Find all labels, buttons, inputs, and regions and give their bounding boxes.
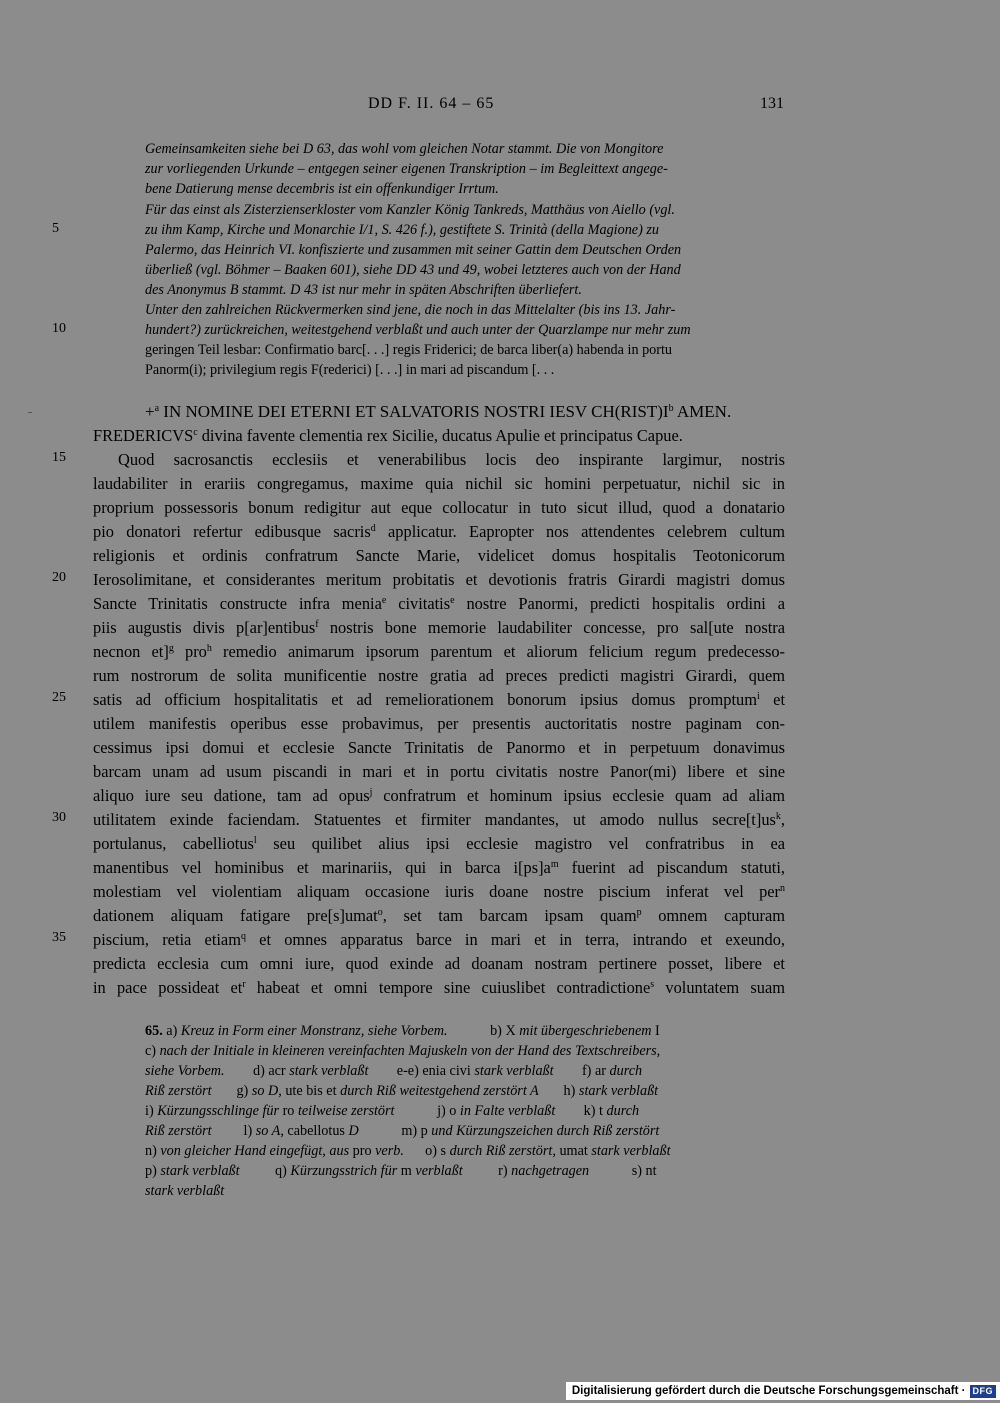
line-number: 15 — [52, 450, 66, 465]
apparatus-text: q) — [239, 1163, 291, 1179]
line-number: 5 — [52, 221, 59, 236]
apparatus-line — [145, 1061, 785, 1081]
text-line: molestiam vel violentiam aliquam occasione iuris doane nostre piscium inferat vel per$^n$ — [93, 882, 785, 901]
apparatus-text: teilweise zerstört — [297, 1103, 395, 1119]
page-number: 131 — [760, 95, 784, 112]
apparatus-text: und Kürzungszeichen durch Riß zerstört — [431, 1123, 660, 1139]
apparatus-text: p) — [145, 1163, 161, 1179]
apparatus-text: siehe Vorbem. — [145, 1063, 225, 1079]
line-number: 20 — [52, 570, 66, 585]
apparatus-text: a) — [166, 1023, 181, 1039]
intitulatio: FREDERICVS$^c$ divina favente clementia rex Sicilie, ducatus Apulie et principatus Capue. — [93, 426, 683, 445]
text-line: piis augustis divis p[ar]entibus$^f$ nostris bone memorie laudabiliter concesse, pro sal[ute nostra — [93, 618, 785, 637]
apparatus-text: D — [348, 1123, 359, 1139]
apparatus-text: so A, — [255, 1123, 284, 1139]
line-number: 10 — [52, 321, 66, 336]
line-number: 35 — [52, 930, 66, 945]
apparatus-text: i) — [145, 1103, 158, 1119]
text-line: barcam unam ad usum piscandi in mari et in portu civitatis nostre Panor(mi) libere et sine — [93, 762, 785, 781]
apparatus-text: durch — [609, 1063, 643, 1079]
apparatus-line — [145, 1041, 785, 1061]
apparatus-text: mit übergeschriebenem — [519, 1023, 656, 1039]
text-line: cessimus ipsi domui et ecclesie Sancte Trinitatis de Panormo et in perpetuum donavimus — [93, 738, 785, 757]
apparatus-text: stark verblaßt — [145, 1183, 225, 1199]
apparatus-text: Riß zerstört — [145, 1123, 212, 1139]
apparatus-text: ro — [279, 1103, 298, 1119]
text-line: utilem manifestis operibus esse probavimus, per presentis auctoritatis nostre paginam con- — [93, 714, 785, 733]
apparatus-text: nach der Initiale in kleineren vereinfachten Majuskeln von der Hand des Textschreibers, — [159, 1043, 661, 1059]
apparatus-text: ute bis et — [281, 1083, 341, 1099]
apparatus-line — [145, 1141, 785, 1161]
intro-line: bene Datierung mense decembris ist ein offenkundiger Irrtum. — [145, 181, 499, 197]
apparatus-text: r) — [462, 1163, 512, 1179]
apparatus-line — [145, 1181, 785, 1201]
apparatus-text: von gleicher Hand eingefügt, aus — [160, 1143, 350, 1159]
apparatus-text: c) — [145, 1043, 160, 1059]
apparatus-text: m — [397, 1163, 416, 1179]
apparatus-line — [145, 1101, 785, 1121]
apparatus-number: 65. — [145, 1023, 167, 1039]
apparatus-line — [145, 1081, 785, 1101]
apparatus-text: so D, — [251, 1083, 282, 1099]
apparatus-text: stark verblaßt — [474, 1063, 554, 1079]
apparatus-text: m) p — [358, 1123, 432, 1139]
apparatus-text: b) X — [447, 1023, 520, 1039]
apparatus-text: h) — [538, 1083, 579, 1099]
apparatus-text: s) nt — [589, 1163, 657, 1179]
apparatus-text: stark verblaßt — [578, 1083, 659, 1099]
intro-line: Gemeinsamkeiten siehe bei D 63, das wohl vom gleichen Notar stammt. Die von Mongitore — [145, 141, 664, 157]
text-line: religionis et ordinis confratrum Sancte Marie, videlicet domus hospitalis Teotonicorum — [93, 546, 785, 565]
intro-line: Für das einst als Zisterzienserkloster vom Kanzler König Tankreds, Matthäus von Aiello (vgl. — [145, 202, 675, 218]
apparatus-text: n) — [145, 1143, 161, 1159]
apparatus-text: j) o — [394, 1103, 460, 1119]
text-line: Sancte Trinitatis constructe infra menia$^e$ civitatis$^e$ nostre Panormi, predicti hospitalis ordini a — [93, 594, 785, 613]
intro-line: überließ (vgl. Böhmer – Baaken 601), siehe DD 43 und 49, wobei letzteres auch von der Hand — [145, 262, 681, 278]
dfg-logo: DFG — [970, 1385, 997, 1398]
apparatus-line — [145, 1021, 785, 1041]
intro-line: zur vorliegenden Urkunde – entgegen seiner eigenen Transkription – im Begleittext angege- — [145, 161, 668, 177]
text-line: Quod sacrosanctis ecclesiis et venerabilibus locis deo inspirante largimur, nostris — [118, 450, 785, 469]
margin-mark — [28, 412, 32, 413]
running-head — [0, 95, 1000, 119]
intro-line: hundert?) zurückreichen, weitestgehend verblaßt und auch unter der Quarzlampe nur mehr zum — [145, 322, 691, 338]
apparatus-text: Kürzungsstrich für — [290, 1163, 398, 1179]
dfg-footer — [566, 1382, 1000, 1400]
intro-line: Palermo, das Heinrich VI. konfiszierte und zusammen mit seiner Gattin dem Deutschen Orden — [145, 242, 682, 258]
apparatus-text: durch Riß weitestgehend zerstört A — [340, 1083, 539, 1099]
text-line: Ierosolimitane, et considerantes meritum probitatis et devotionis fratris Girardi magistri domus — [93, 570, 785, 589]
apparatus-text: I — [655, 1023, 660, 1039]
apparatus-text: in Falte verblaßt — [459, 1103, 556, 1119]
text-line: piscium, retia etiam$^q$ et omnes apparatus barce in mari et in terra, intrando et exeundo, — [93, 930, 785, 949]
apparatus-text: cabellotus — [283, 1123, 349, 1139]
text-line: laudabiliter in erariis congregamus, maxime quia nichil sic homini perpetuatur, nichil sic in — [93, 474, 785, 493]
apparatus-text: g) — [211, 1083, 252, 1099]
text-line: portulanus, cabelliotus$^l$ seu quilibet alius ipsi ecclesie magistro vel confratribus in ea — [93, 834, 785, 853]
apparatus-text: d) acr — [224, 1063, 290, 1079]
apparatus-text: f) ar — [553, 1063, 610, 1079]
text-line: dationem aliquam fatigare pre[s]umat$^o$, set tam barcam ipsam quam$^p$ omnem capturam — [93, 906, 785, 925]
text-line: rum nostrorum de solita munificentie nostre gratia ad preces predicti magistri Girardi, quem — [93, 666, 785, 685]
intro-line: des Anonymus B stammt. D 43 ist nur mehr in späten Abschriften überliefert. — [145, 282, 582, 298]
line-number: 25 — [52, 690, 66, 705]
apparatus-text: verblaßt — [415, 1163, 463, 1179]
text-line: proprium possessoris bonum redigitur aut eque collocatur in tuto sicut illud, quod a donatario — [93, 498, 785, 517]
apparatus-text: o) s — [403, 1143, 450, 1159]
apparatus-text: stark verblaßt — [289, 1063, 369, 1079]
intro-line: Panorm(i); privilegium regis F(rederici) [. . .] in mari ad piscandum [. . . — [145, 362, 555, 378]
text-line: aliquo iure seu datione, tam ad opus$^j$ confratrum et hominum ipsius ecclesie quam ad aliam — [93, 786, 785, 805]
text-line: manentibus vel hominibus et marinariis, qui in barca $i[ps]a^m$ fuerint ad piscandum statuti, — [93, 858, 785, 877]
intro-line: geringen Teil lesbar: Confirmatio barc[. . .] regis Friderici; de barca liber(a) habenda in portu — [145, 342, 673, 358]
intro-line: Unter den zahlreichen Rückvermerken sind jene, die noch in das Mittelalter (bis ins 13. Jahr- — [145, 302, 676, 318]
text-line: satis ad officium hospitalitatis et ad remeliorationem bonorum ipsius domus promptum$^i$ et — [93, 690, 785, 709]
header-title: DD F. II. 64 – 65 — [368, 95, 495, 112]
apparatus-text: k) t — [555, 1103, 607, 1119]
intro-line: zu ihm Kamp, Kirche und Monarchie I/1, S. 426 f.), gestiftete S. Trinità (della Magione) zu — [145, 222, 659, 238]
apparatus-text: Riß zerstört — [145, 1083, 212, 1099]
text-line: necnon et]$^g$ pro$^h$ remedio animarum ipsorum parentum et aliorum felicium regum predecesso- — [93, 642, 785, 661]
apparatus-text: verb. — [375, 1143, 404, 1159]
apparatus-text: l) — [211, 1123, 256, 1139]
text-line: utilitatem exinde faciendam. Statuentes et firmiter mandantes, ut amodo nullus $secre[t]us^k$, — [93, 810, 785, 829]
apparatus-text: e-e) enia civi — [368, 1063, 475, 1079]
apparatus-text: durch — [606, 1103, 640, 1119]
footer-text: Digitalisierung gefördert durch die Deutsche Forschungsgemeinschaft · — [571, 1385, 966, 1397]
apparatus-text: pro — [349, 1143, 376, 1159]
invocatio: +$^a$ IN NOMINE DEI ETERNI ET SALVATORIS NOSTRI IESV $CH(RIST)I^b$ AMEN. — [145, 402, 732, 421]
apparatus-text: durch Riß zerstört, — [449, 1143, 556, 1159]
apparatus-text: stark verblaßt — [160, 1163, 240, 1179]
apparatus-text: stark verblaßt — [591, 1143, 671, 1159]
text-line: pio donatori refertur edibusque sacris$^d$ applicatur. Eapropter nos attendentes celebrem cultum — [93, 522, 785, 541]
apparatus-text: Kürzungsschlinge für — [157, 1103, 280, 1119]
text-line: predicta ecclesia cum omni iure, quod exinde ad doanam nostram pertinere posset, libere et — [93, 954, 785, 973]
apparatus-text: Kreuz in Form einer Monstranz, siehe Vorbem. — [180, 1023, 448, 1039]
apparatus-text: nachgetragen — [511, 1163, 590, 1179]
line-number: 30 — [52, 810, 66, 825]
apparatus-line — [145, 1161, 785, 1181]
apparatus-line — [145, 1121, 785, 1141]
text-line: in pace possideat $et^r$ habeat et omni tempore sine cuiuslibet contradictione$^s$ voluntatem suam — [93, 978, 785, 997]
apparatus-text: umat — [555, 1143, 592, 1159]
